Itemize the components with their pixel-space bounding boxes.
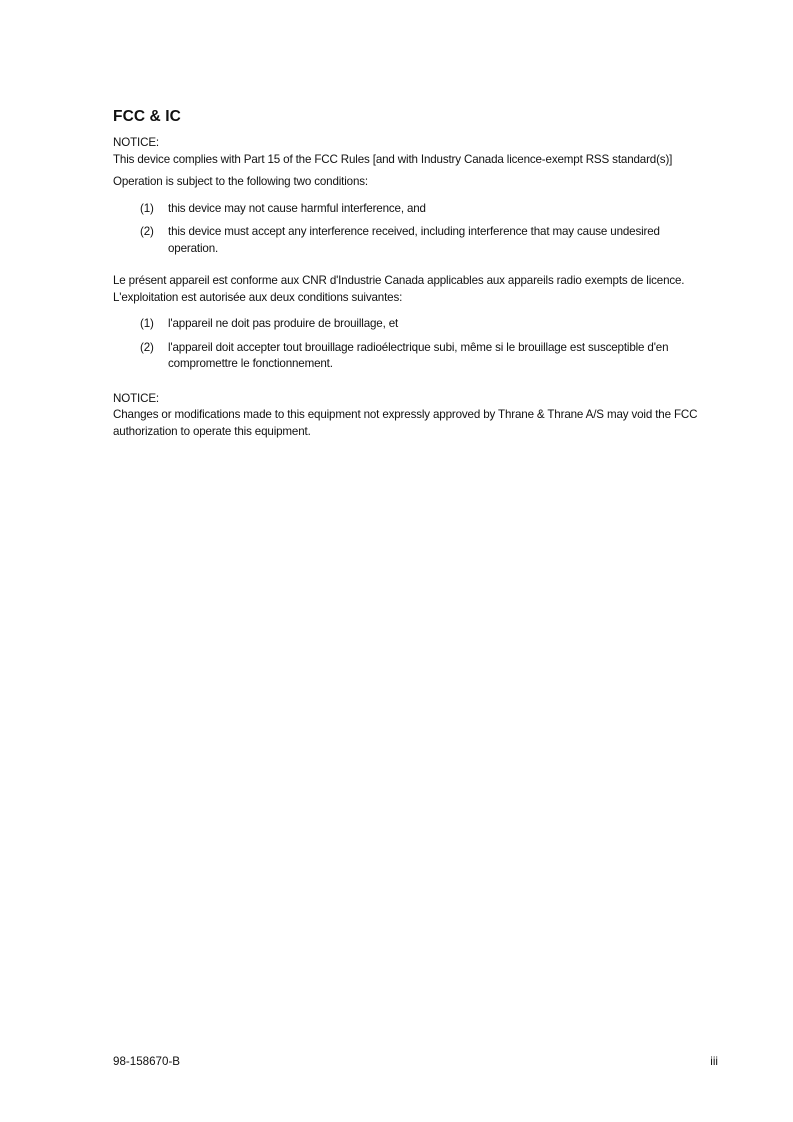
operation-text: Operation is subject to the following two conditions: [113,175,368,188]
notice-text: This device complies with Part 15 of the FCC Rules [and with Industry Canada licence-exempt RSS standard(s)] [113,152,673,166]
list-item-text: this device may not cause harmful interference, and [168,201,426,215]
notice-label: NOTICE: [113,391,159,405]
page-footer [113,1055,718,1068]
list-item-text: l'appareil ne doit pas produire de brouillage, et [168,317,399,330]
conditions-list-en [113,201,723,258]
notice-fcc [113,135,723,168]
list-item-number: (2) [140,340,154,354]
notice-label: NOTICE: [113,136,159,149]
list-item [113,224,723,257]
document-number: 98-158670-B [113,1055,181,1068]
document-page [113,108,723,440]
list-item-number: (1) [140,201,154,215]
list-item-text: this device must accept any interference received, including interference that may cause undesired operation. [168,225,660,255]
french-intro-text: Le présent appareil est conforme aux CNR d'Industrie Canada applicables aux appareils radio exempts de licence. L'exploitation est autorisée aux deux conditions suivantes: [113,274,685,304]
notice-text: Changes or modifications made to this equipment not expressly approved by Thrane & Thrane A/S may void the FCC authorization to operate this equipment. [113,408,698,438]
notice-modifications [113,391,723,441]
list-item-number: (1) [140,317,154,330]
section-heading: FCC & IC [113,108,181,125]
list-item-text: l'appareil doit accepter tout brouillage radioélectrique subi, même si le brouillage est susceptible d'en compromettre le fonctionnement. [168,340,669,370]
page-number: iii [710,1055,718,1068]
list-item [113,340,723,373]
list-item [113,201,723,218]
conditions-list-fr [113,316,723,373]
list-item [113,316,723,333]
list-item-number: (2) [140,225,154,238]
